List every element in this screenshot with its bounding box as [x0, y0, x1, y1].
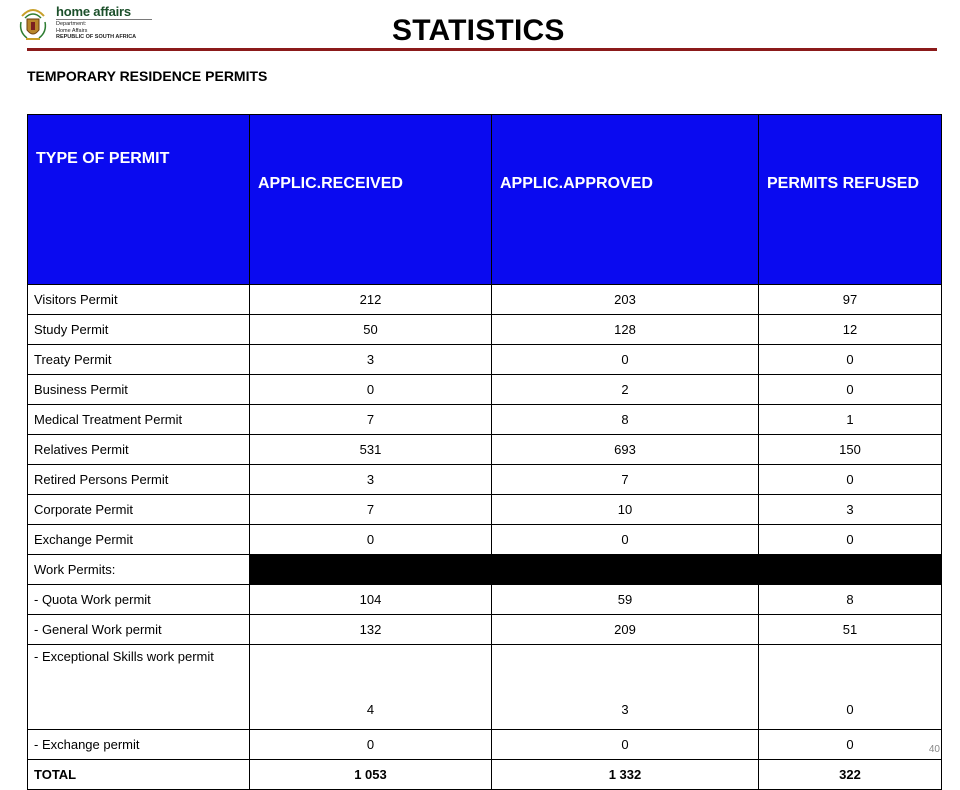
cell-refused: 1	[759, 405, 942, 435]
table-row	[28, 585, 942, 615]
cell-approved: 7	[492, 465, 759, 495]
department-text	[56, 21, 136, 41]
cell-refused: 97	[759, 285, 942, 315]
page-number: 40	[928, 744, 940, 755]
cell-approved: 1 332	[492, 760, 759, 790]
cell-refused: 0	[759, 730, 942, 760]
cell-type: - Exceptional Skills work permit	[28, 645, 250, 730]
home-affairs-logo	[18, 2, 148, 42]
header-approved: APPLIC.APPROVED	[492, 115, 759, 285]
cell-approved: 8	[492, 405, 759, 435]
cell-received: 50	[250, 315, 492, 345]
cell-type: - Exchange permit	[28, 730, 250, 760]
cell-received: 1 053	[250, 760, 492, 790]
cell-approved: 59	[492, 585, 759, 615]
cell-refused: 0	[759, 525, 942, 555]
cell-received: 531	[250, 435, 492, 465]
cell-refused: 322	[759, 760, 942, 790]
table-row	[28, 730, 942, 760]
cell-approved: 3	[492, 645, 759, 730]
cell-type: Corporate Permit	[28, 495, 250, 525]
cell-refused: 0	[759, 345, 942, 375]
dept-line-3: REPUBLIC OF SOUTH AFRICA	[56, 34, 137, 40]
header-refused: PERMITS REFUSED	[759, 115, 942, 285]
cell-refused: 8	[759, 585, 942, 615]
cell-received: 0	[250, 730, 492, 760]
cell-type: Relatives Permit	[28, 435, 250, 465]
table-row-section	[28, 555, 942, 585]
cell-received: 3	[250, 465, 492, 495]
table-row	[28, 375, 942, 405]
cell-received: 7	[250, 495, 492, 525]
brand-name: home affairs	[56, 4, 131, 19]
dept-line-2: Home Affairs	[56, 27, 88, 34]
cell-type: - Quota Work permit	[28, 585, 250, 615]
table-row	[28, 495, 942, 525]
cell-type: Work Permits:	[28, 555, 250, 585]
cell-refused: 0	[759, 645, 942, 730]
table-row	[28, 645, 942, 730]
cell-received: 212	[250, 285, 492, 315]
table-row	[28, 465, 942, 495]
cell-type: Exchange Permit	[28, 525, 250, 555]
cell-received: 4	[250, 645, 492, 730]
cell-type: Visitors Permit	[28, 285, 250, 315]
table-row	[28, 285, 942, 315]
page-subtitle: TEMPORARY RESIDENCE PERMITS	[27, 68, 268, 84]
cell-received: 0	[250, 375, 492, 405]
cell-refused: 150	[759, 435, 942, 465]
cell-approved: 128	[492, 315, 759, 345]
cell-refused: 12	[759, 315, 942, 345]
cell-type: - General Work permit	[28, 615, 250, 645]
table-row	[28, 615, 942, 645]
dept-line-1: Department:	[56, 21, 87, 27]
cell-received: 104	[250, 585, 492, 615]
cell-received: 132	[250, 615, 492, 645]
table-total-row	[28, 760, 942, 790]
section-fill	[250, 555, 942, 585]
cell-type: Study Permit	[28, 315, 250, 345]
cell-refused: 0	[759, 465, 942, 495]
cell-approved: 0	[492, 730, 759, 760]
permits-table	[27, 114, 942, 790]
cell-type: TOTAL	[28, 760, 250, 790]
table-header-row	[28, 115, 942, 285]
cell-type: Business Permit	[28, 375, 250, 405]
cell-refused: 0	[759, 375, 942, 405]
brand-divider	[56, 19, 152, 20]
header-received: APPLIC.RECEIVED	[250, 115, 492, 285]
cell-approved: 203	[492, 285, 759, 315]
cell-received: 3	[250, 345, 492, 375]
cell-refused: 3	[759, 495, 942, 525]
header-type: TYPE OF PERMIT	[28, 115, 250, 285]
table-row	[28, 345, 942, 375]
page-title: STATISTICS	[392, 14, 565, 47]
cell-approved: 209	[492, 615, 759, 645]
cell-approved: 2	[492, 375, 759, 405]
coat-of-arms-icon	[18, 2, 48, 42]
cell-approved: 0	[492, 525, 759, 555]
table-row	[28, 525, 942, 555]
table-row	[28, 435, 942, 465]
cell-approved: 0	[492, 345, 759, 375]
cell-received: 7	[250, 405, 492, 435]
cell-received: 0	[250, 525, 492, 555]
cell-type: Retired Persons Permit	[28, 465, 250, 495]
table-row	[28, 315, 942, 345]
cell-approved: 693	[492, 435, 759, 465]
table-row	[28, 405, 942, 435]
title-divider	[27, 48, 937, 51]
cell-approved: 10	[492, 495, 759, 525]
cell-type: Medical Treatment Permit	[28, 405, 250, 435]
cell-refused: 51	[759, 615, 942, 645]
cell-type: Treaty Permit	[28, 345, 250, 375]
